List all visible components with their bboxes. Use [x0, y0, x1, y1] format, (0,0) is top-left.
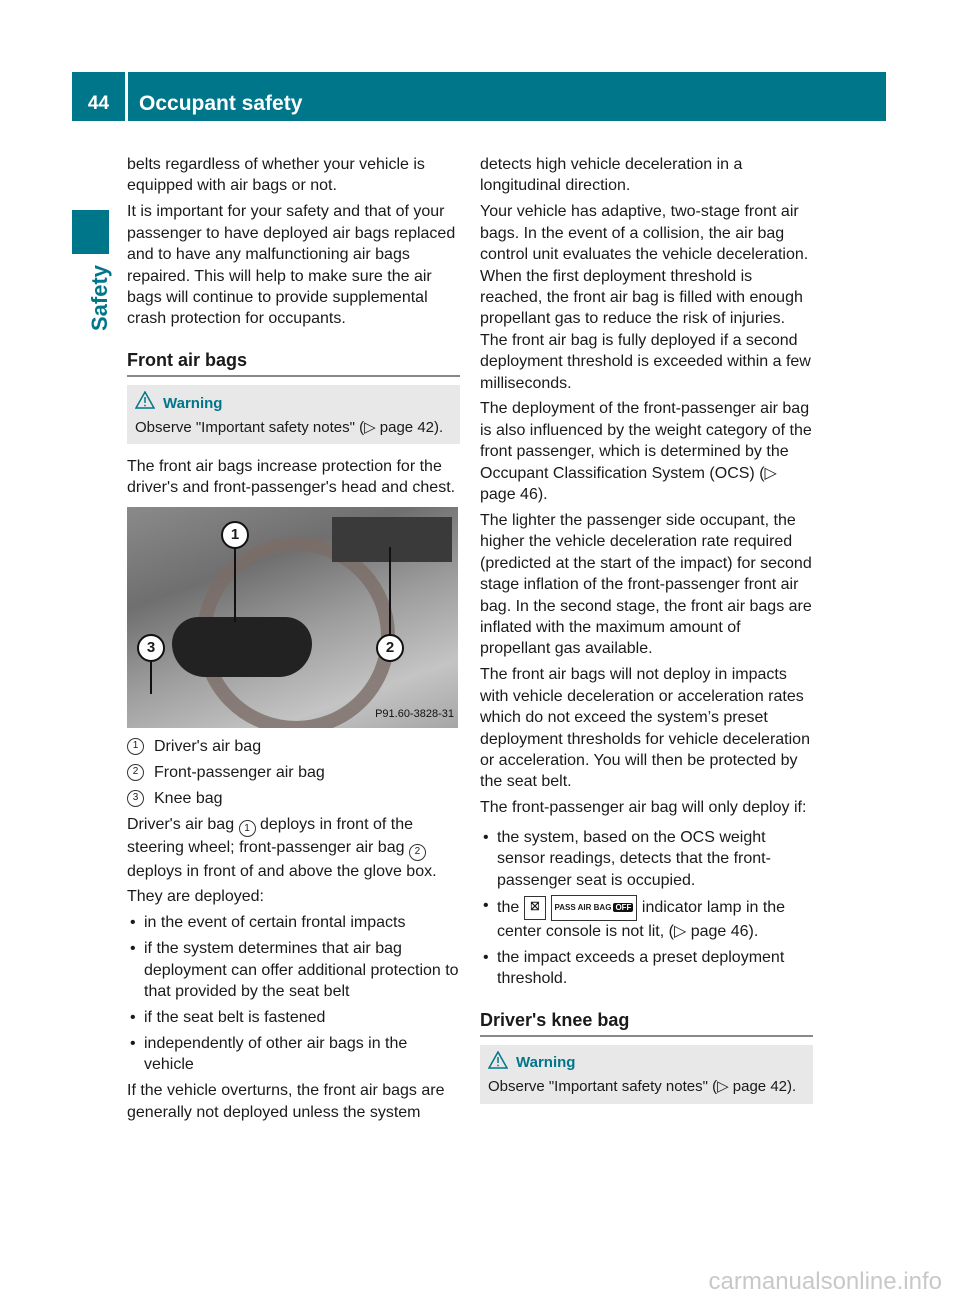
number-circle-icon: 1: [239, 820, 256, 837]
paragraph: The deployment of the front-passenger air bag is also influenced by the weight category of the front passenger, which is determined by the Occupant Classification System (OCS) (▷ page 46).: [480, 400, 812, 504]
list-item: • the impact exceeds a preset deployment threshold.: [480, 947, 813, 990]
legend-label: Knee bag: [154, 789, 223, 807]
warning-triangle-icon: [488, 1051, 508, 1075]
paragraph: It is important for your safety and that of your passenger to have deployed air bags replaced and to have any malfunctioning air bags repaired. This will help to make sure the air bags will continue to provide supplemental crash protection for occupants.: [127, 203, 456, 328]
section-heading-front-air-bags: Front air bags: [127, 350, 460, 377]
legend-item: [127, 736, 460, 757]
warning-box: [480, 1045, 813, 1104]
list-item: • the system, based on the OCS weight sensor readings, detects that the front-passenger seat is occupied.: [480, 827, 813, 891]
dashboard-airbag-figure: [127, 507, 458, 728]
section-tab-marker: [72, 210, 109, 254]
list-item: • independently of other air bags in the vehicle: [127, 1033, 460, 1076]
warning-title: Warning: [516, 1054, 576, 1072]
page-number: 44: [72, 72, 125, 121]
list-item: • if the seat belt is fastened: [127, 1007, 460, 1028]
legend-label: Driver's air bag: [154, 737, 262, 755]
callout-2: 2: [376, 634, 404, 662]
paragraph: The front-passenger air bag will only deploy if:: [480, 799, 807, 817]
paragraph: The lighter the passenger side occupant, the higher the vehicle deceleration rate required (predicted at the start of the impact) for second stage inflation of the front-passenger front air bag. In the second stage, the front air bags are inflated with the maximum amount of propellant gas available.: [480, 512, 812, 658]
number-circle-icon: 1: [127, 738, 144, 755]
paragraph: Driver's air bag 1 deploys in front of the steering wheel; front-passenger air bag 2 deploys in front of and above the glove box.: [127, 815, 437, 880]
warning-text: Observe "Important safety notes" (▷ page 42).: [488, 1078, 797, 1096]
dashboard-panel-shape: [332, 517, 452, 562]
paragraph: Your vehicle has adaptive, two-stage front air bags. In the event of a collision, the air bag control unit evaluates the vehicle deceleration. When the first deployment threshold is reached, the front air bag is filled with enough propellant gas to reduce the risk of injuries. The front air bag is fully deployed if a second deployment threshold is exceeded within a few milliseconds.: [480, 203, 811, 392]
paragraph: They are deployed:: [127, 888, 264, 906]
deployment-list: [127, 912, 460, 1075]
deploy-conditions-list: [480, 827, 813, 990]
passenger-seat-icon: ⛝: [524, 896, 546, 919]
section-tab-label: Safety: [87, 264, 112, 332]
figure-code: P91.60-3828-31: [375, 708, 454, 721]
callout-line-1: [234, 547, 236, 622]
warning-title: Warning: [163, 394, 223, 412]
list-item: • if the system determines that air bag deployment can offer additional protection to that provided by the seat belt: [127, 938, 460, 1002]
airbag-hub-shape: [172, 617, 312, 677]
legend-item: [127, 762, 460, 783]
warning-box: [127, 385, 460, 444]
page-title: Occupant safety: [128, 72, 886, 121]
paragraph: belts regardless of whether your vehicle is equipped with air bags or not.: [127, 156, 425, 195]
watermark: carmanualsonline.info: [708, 1268, 942, 1295]
warning-text: Observe "Important safety notes" (▷ page 42).: [135, 418, 444, 436]
list-item: • the ⛝ PASS AIR BAG OFF indicator lamp in the center console is not lit, (▷ page 46).: [480, 895, 813, 942]
paragraph: The front air bags increase protection for the driver's and front-passenger's head and chest.: [127, 457, 456, 497]
paragraph: The front air bags will not deploy in impacts with vehicle deceleration or acceleration rates which do not exceed the system’s preset deployment thresholds for vehicle deceleration or acceleration. You will then be protected by the seat belt.: [480, 666, 810, 791]
callout-3: 3: [137, 634, 165, 662]
number-circle-icon: 2: [409, 844, 426, 861]
callout-line-3: [150, 659, 152, 694]
legend-item: [127, 788, 460, 809]
list-item: • in the event of certain frontal impacts: [127, 912, 460, 933]
paragraph: If the vehicle overturns, the front air bags are generally not deployed unless the system: [127, 1082, 445, 1121]
number-circle-icon: 3: [127, 790, 144, 807]
pass-air-bag-off-lamp-icon: PASS AIR BAG OFF: [551, 895, 638, 920]
callout-line-2: [389, 547, 391, 635]
legend-label: Front-passenger air bag: [154, 763, 325, 781]
right-column: [480, 154, 813, 1116]
callout-1: 1: [221, 521, 249, 549]
paragraph: detects high vehicle deceleration in a longitudinal direction.: [480, 156, 743, 195]
left-column: [127, 154, 460, 1127]
warning-triangle-icon: [135, 391, 155, 415]
number-circle-icon: 2: [127, 764, 144, 781]
section-heading-knee-bag: Driver's knee bag: [480, 1010, 813, 1037]
